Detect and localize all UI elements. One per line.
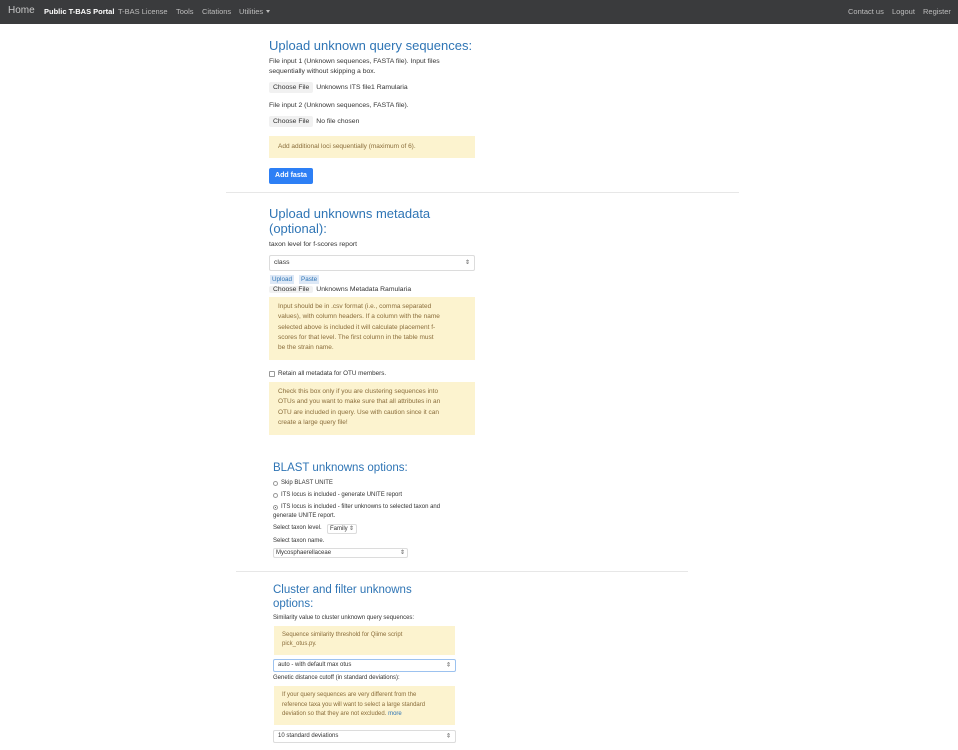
metadata-alert-line: values), with column headers. If a column with the name	[278, 313, 440, 321]
blast-skip-radio[interactable]	[273, 481, 278, 486]
file-input-1[interactable]	[269, 82, 408, 93]
blast-skip-label: Skip BLAST UNITE	[281, 480, 333, 486]
nav-contact-link[interactable]: Contact us	[848, 7, 884, 16]
blast-title: BLAST unknowns options:	[273, 462, 408, 474]
metadata-alert-line: scores for that level. The first column in the table must	[278, 333, 434, 341]
file-input-1-value: Unknowns ITS file1 Ramularia	[316, 84, 408, 91]
file-input-1-label-line2: sequentially without skipping a box.	[269, 68, 376, 75]
select-arrows-icon: ⇕	[399, 550, 405, 556]
similarity-alert-line: pick_otus.py.	[282, 641, 317, 647]
metadata-title-line2: (optional):	[269, 221, 327, 236]
retain-metadata-checkbox[interactable]	[269, 371, 275, 377]
retain-metadata-alert	[269, 382, 475, 435]
file-input-2-label: File input 2 (Unknown sequences, FASTA file).	[269, 102, 409, 109]
additional-loci-alert	[269, 136, 475, 158]
blast-filter-radio[interactable]	[273, 505, 278, 510]
blast-unite-report-radio[interactable]	[273, 493, 278, 498]
metadata-file-value: Unknowns Metadata Ramularia	[316, 286, 412, 293]
blast-unite-report-label: ITS locus is included - generate UNITE report	[281, 492, 403, 498]
retain-alert-line: OTUs and you want to make sure that all attributes in an	[278, 398, 441, 406]
distance-alert	[274, 686, 455, 725]
metadata-alert-line: selected above is included it will calculate placement f-	[278, 323, 436, 331]
select-taxon-level-label: Select taxon level.	[273, 525, 322, 531]
retain-alert-line: Check this box only if you are clustering sequences into	[278, 388, 439, 395]
add-fasta-button[interactable]: Add fasta	[269, 168, 313, 184]
blast-taxon-level-select[interactable]	[327, 524, 357, 534]
metadata-alert-line: Input should be in .csv format (i.e., comma separated	[278, 303, 432, 310]
select-taxon-name-label: Select taxon name.	[273, 538, 325, 544]
metadata-choose-button[interactable]: Choose File	[269, 286, 313, 293]
file-input-2-value: No file chosen	[316, 118, 360, 125]
file-input-1-choose-button[interactable]: Choose File	[269, 82, 313, 93]
nav-tools-link[interactable]: Tools	[176, 7, 194, 16]
distance-alert-line: reference taxa you will want to select a large standard	[282, 701, 426, 708]
taxon-level-select-value: class	[274, 259, 290, 266]
distance-alert-line3-text: deviation so that they are not excluded.	[282, 711, 387, 717]
similarity-alert-line: Sequence similarity threshold for Qiime script	[282, 632, 403, 638]
nav-register-link[interactable]: Register	[923, 7, 951, 16]
retain-metadata-label: Retain all metadata for OTU members.	[278, 370, 387, 377]
upload-query-title: Upload unknown query sequences:	[269, 38, 473, 53]
nav-home-link[interactable]: Home	[8, 5, 35, 16]
select-arrows-icon: ⇕	[445, 733, 451, 739]
additional-loci-alert-text: Add additional loci sequentially (maximum of 6).	[278, 143, 416, 150]
section-divider	[226, 192, 739, 193]
metadata-title-line1: Upload unknowns metadata	[269, 206, 431, 221]
distance-select-value: 10 standard deviations	[278, 733, 339, 739]
nav-utilities-label: Utilities	[239, 7, 264, 16]
taxon-level-select[interactable]	[269, 255, 475, 271]
cluster-title-line2: options:	[273, 598, 314, 610]
file-input-2[interactable]	[269, 116, 359, 127]
distance-select[interactable]	[273, 730, 456, 743]
file-input-1-label-line1: File input 1 (Unknown sequences, FASTA file). Input files	[269, 58, 440, 65]
more-link[interactable]: more	[388, 711, 402, 717]
cluster-title-line1: Cluster and filter unknowns	[273, 584, 412, 596]
metadata-file-input[interactable]	[269, 286, 411, 293]
retain-alert-line: create a large query file!	[278, 418, 348, 426]
nav-license-link[interactable]: T-BAS License	[118, 7, 168, 16]
select-arrows-icon: ⇕	[348, 526, 354, 532]
section-divider	[236, 571, 688, 572]
similarity-select-value: auto - with default max otus	[278, 662, 352, 668]
nav-utilities-menu[interactable]	[239, 7, 270, 16]
nav-citations-link[interactable]: Citations	[202, 7, 232, 16]
distance-alert-line3	[282, 710, 447, 720]
metadata-alert-line: be the strain name.	[278, 344, 334, 352]
file-input-2-choose-button[interactable]: Choose File	[269, 116, 313, 127]
chevron-down-icon	[266, 10, 270, 13]
taxon-level-label: taxon level for f-scores report	[269, 241, 358, 248]
nav-portal-link[interactable]: Public T-BAS Portal	[44, 7, 115, 16]
metadata-format-alert	[269, 297, 475, 360]
retain-alert-line: OTU are included in query. Use with caution since it can	[278, 408, 440, 416]
distance-alert-line: If your query sequences are very different from the	[282, 692, 417, 698]
select-arrows-icon: ⇕	[464, 260, 470, 266]
blast-filter-label-line2: generate UNITE report.	[273, 513, 336, 519]
blast-taxon-name-select[interactable]	[273, 548, 408, 558]
metadata-paste-button[interactable]: Paste	[301, 276, 318, 283]
similarity-label: Similarity value to cluster unknown query sequences:	[273, 615, 415, 621]
nav-logout-link[interactable]: Logout	[892, 7, 915, 16]
metadata-upload-button[interactable]: Upload	[272, 276, 292, 283]
blast-taxon-level-value: Family	[330, 526, 348, 532]
blast-taxon-name-value: Mycosphaerellaceae	[276, 550, 332, 556]
blast-filter-label-line1: ITS locus is included - filter unknowns to selected taxon and	[281, 504, 441, 510]
top-navbar	[0, 0, 958, 24]
similarity-select[interactable]	[273, 659, 456, 672]
similarity-alert	[274, 626, 455, 655]
distance-label: Genetic distance cutoff (in standard deviations):	[273, 675, 400, 681]
select-arrows-icon: ⇕	[445, 662, 451, 668]
